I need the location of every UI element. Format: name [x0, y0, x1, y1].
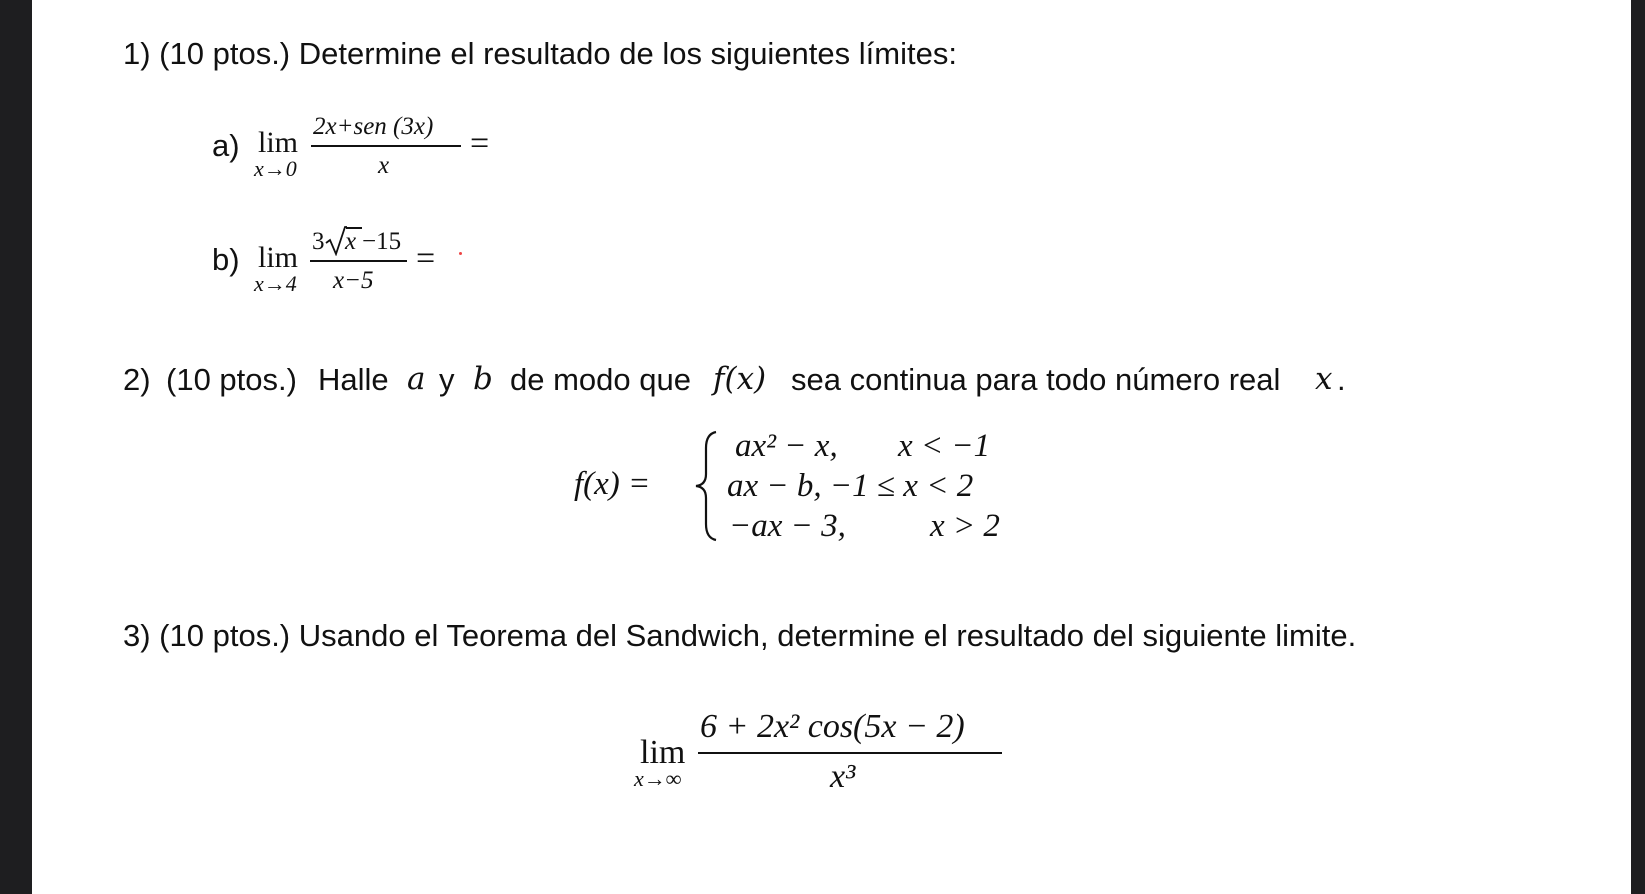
q1b-denominator: x−5: [333, 267, 374, 294]
sqrt-icon: [325, 226, 347, 256]
q1-header: 1) (10 ptos.) Determine el resultado de los siguientes límites:: [123, 36, 957, 71]
case-1-expr: ax² − x,: [735, 428, 838, 464]
case-3-expr: −ax − 3,: [729, 508, 846, 544]
q3-numerator: 6 + 2x² cos(5x − 2): [700, 708, 965, 745]
q2-points: (10 ptos.): [166, 362, 297, 397]
q3-sub: x→∞: [634, 766, 682, 791]
q1b-equals: =: [416, 240, 436, 277]
q2-var-b: b: [473, 361, 493, 397]
q1a-numerator: 2x+sen (3x): [313, 113, 434, 140]
q1b-numerator-rest: −15: [362, 228, 402, 255]
q1a-fraction-bar: [311, 145, 461, 147]
case-2-expr: ax − b, −1 ≤ x < 2: [727, 468, 974, 504]
q2-number: 2): [123, 362, 151, 397]
q2-var-a: a: [407, 361, 426, 397]
q2-y: y: [439, 362, 455, 397]
q2-period: .: [1337, 362, 1346, 397]
q1b-sub: x→4: [254, 271, 297, 296]
q2-fx: f(x): [713, 361, 767, 397]
q1a-sub: x→0: [254, 156, 297, 181]
q1b-label: b): [212, 242, 240, 277]
q2-rest: sea continua para todo número real: [791, 362, 1281, 397]
q3-fraction-bar: [698, 752, 1002, 754]
q1b-numerator-radicand: x: [345, 228, 357, 255]
case-3-cond: x > 2: [930, 508, 1000, 544]
q2-de-modo-que: de modo que: [510, 362, 691, 397]
q1b-fraction-bar: [310, 260, 407, 262]
case-1-cond: x < −1: [898, 428, 991, 464]
q1b-lim: lim: [258, 241, 299, 274]
q2-var-x: x: [1315, 361, 1333, 397]
left-brace-icon: [692, 430, 722, 542]
red-dot: [459, 252, 462, 255]
right-edge: [1631, 0, 1645, 894]
q1a-lim: lim: [258, 126, 299, 159]
q1a-label: a): [212, 128, 240, 163]
q1a-denominator: x: [378, 152, 390, 179]
q3-lim: lim: [640, 734, 686, 771]
q1b-numerator-coef: 3: [312, 228, 325, 255]
q3-denominator: x³: [830, 758, 856, 795]
q1a-equals: =: [470, 125, 490, 162]
piecewise-lhs: f(x) =: [574, 466, 651, 502]
q3-header: 3) (10 ptos.) Usando el Teorema del Sandwich, determine el resultado del siguiente limite.: [123, 618, 1357, 653]
q2-halle: Halle: [318, 362, 389, 397]
